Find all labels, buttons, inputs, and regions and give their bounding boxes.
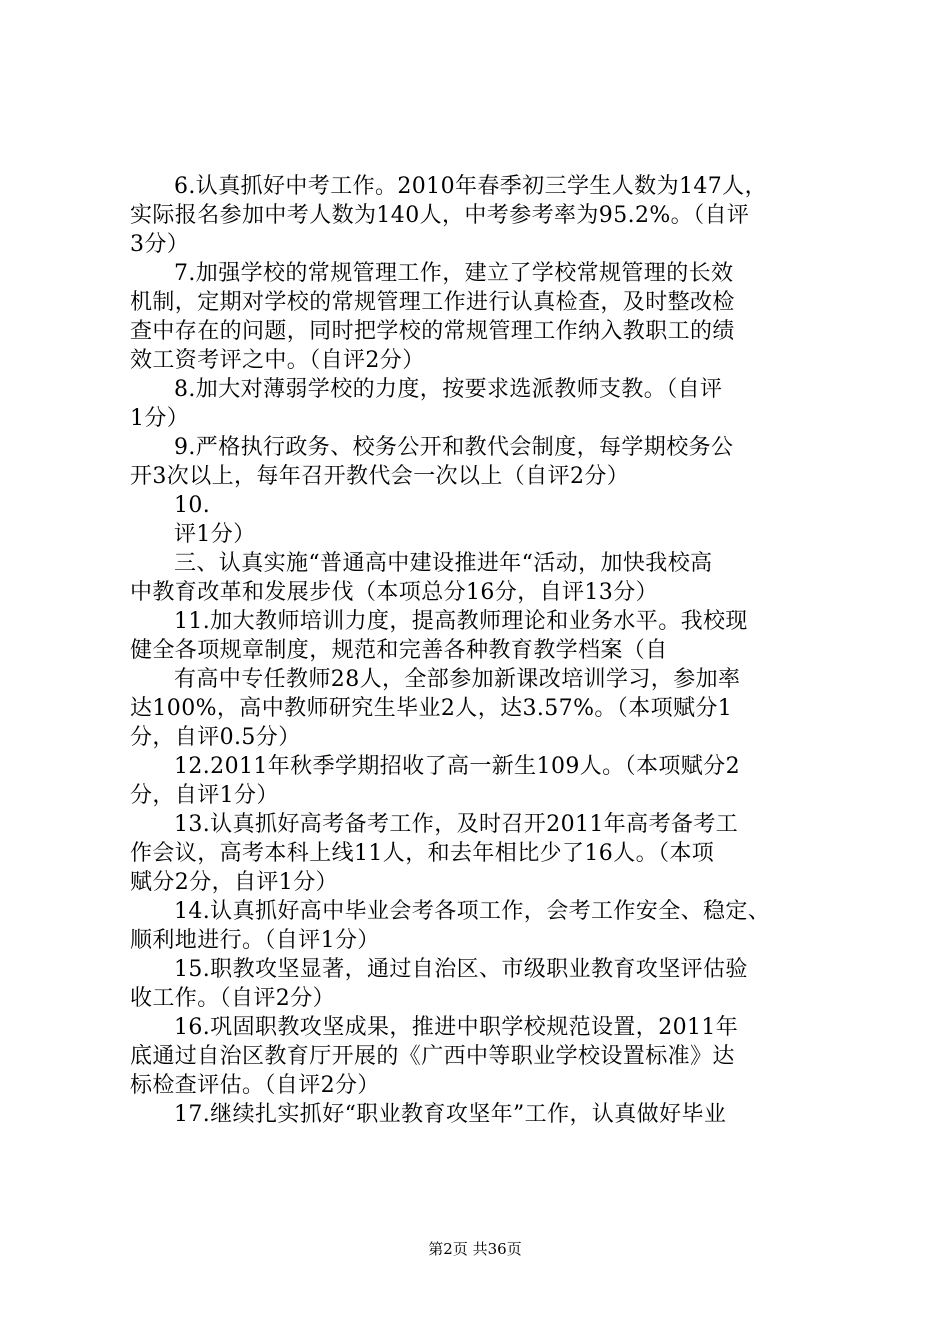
text-line: 收工作。（自评2分）: [130, 986, 335, 1011]
text-line: 分，自评1分）: [130, 783, 279, 808]
text-line: 作会议，高考本科上线11人，和去年相比少了16人。（本项: [130, 841, 715, 866]
text-line: 中教育改革和发展步伐（本项总分16分，自评13分）: [130, 580, 658, 605]
text-line: 17.继续扎实抓好“职业教育攻坚年”工作，认真做好毕业: [174, 1102, 727, 1127]
text-line: 16.巩固职教攻坚成果，推进中职学校规范设置，2011年: [174, 1015, 739, 1040]
text-line: 实际报名参加中考人数为140人，中考参考率为95.2%。（自评: [130, 203, 750, 228]
text-line: 9.严格执行政务、校务公开和教代会制度，每学期校务公: [174, 435, 734, 460]
text-line: 3分）: [130, 232, 190, 257]
text-line: 开3次以上，每年召开教代会一次以上（自评2分）: [130, 464, 630, 489]
text-line: 8.加大对薄弱学校的力度，按要求选派教师支教。（自评: [174, 377, 723, 402]
page-footer: 第2页 共36页: [428, 1240, 522, 1258]
text-line: 12.2011年秋季学期招收了高一新生109人。（本项赋分2: [174, 754, 740, 779]
text-line: 7.加强学校的常规管理工作，建立了学校常规管理的长效: [174, 261, 734, 286]
text-line: 效工资考评之中。（自评2分）: [130, 348, 425, 373]
text-line: 标检查评估。（自评2分）: [130, 1073, 380, 1098]
text-line: 三、认真实施“普通高中建设推进年“活动，加快我校高: [174, 551, 713, 576]
text-line: 15.职教攻坚显著，通过自治区、市级职业教育攻坚评估验: [174, 957, 748, 982]
text-line: 13.认真抓好高考备考工作，及时召开2011年高考备考工: [174, 812, 739, 837]
text-line: 11.加大教师培训力度，提高教师理论和业务水平。我校现: [174, 609, 748, 634]
text-line: 顺利地进行。（自评1分）: [130, 928, 380, 953]
text-line: 6.认真抓好中考工作。2010年春季初三学生人数为147人，: [174, 174, 767, 199]
text-line: 查中存在的问题，同时把学校的常规管理工作纳入教职工的绩: [130, 319, 735, 344]
text-line: 赋分2分，自评1分）: [130, 870, 338, 895]
text-line: 健全各项规章制度，规范和完善各种教育教学档案（自: [130, 638, 668, 663]
text-line: 分，自评0.5分）: [130, 725, 301, 750]
text-line: 1分）: [130, 406, 190, 431]
text-line: 底通过自治区教育厅开展的《广西中等职业学校设置标准》达: [130, 1044, 735, 1069]
text-line: 机制，定期对学校的常规管理工作进行认真检查，及时整改检: [130, 290, 735, 315]
text-line: 有高中专任教师28人，全部参加新课改培训学习，参加率: [174, 667, 741, 692]
text-line: 达100%，高中教师研究生毕业2人，达3.57%。（本项赋分1: [130, 696, 733, 721]
document-body: [130, 172, 850, 1129]
text-line: 10.: [174, 493, 211, 518]
text-line: 评1分）: [174, 522, 256, 547]
text-line: 14.认真抓好高中毕业会考各项工作，会考工作安全、稳定、: [174, 899, 771, 924]
